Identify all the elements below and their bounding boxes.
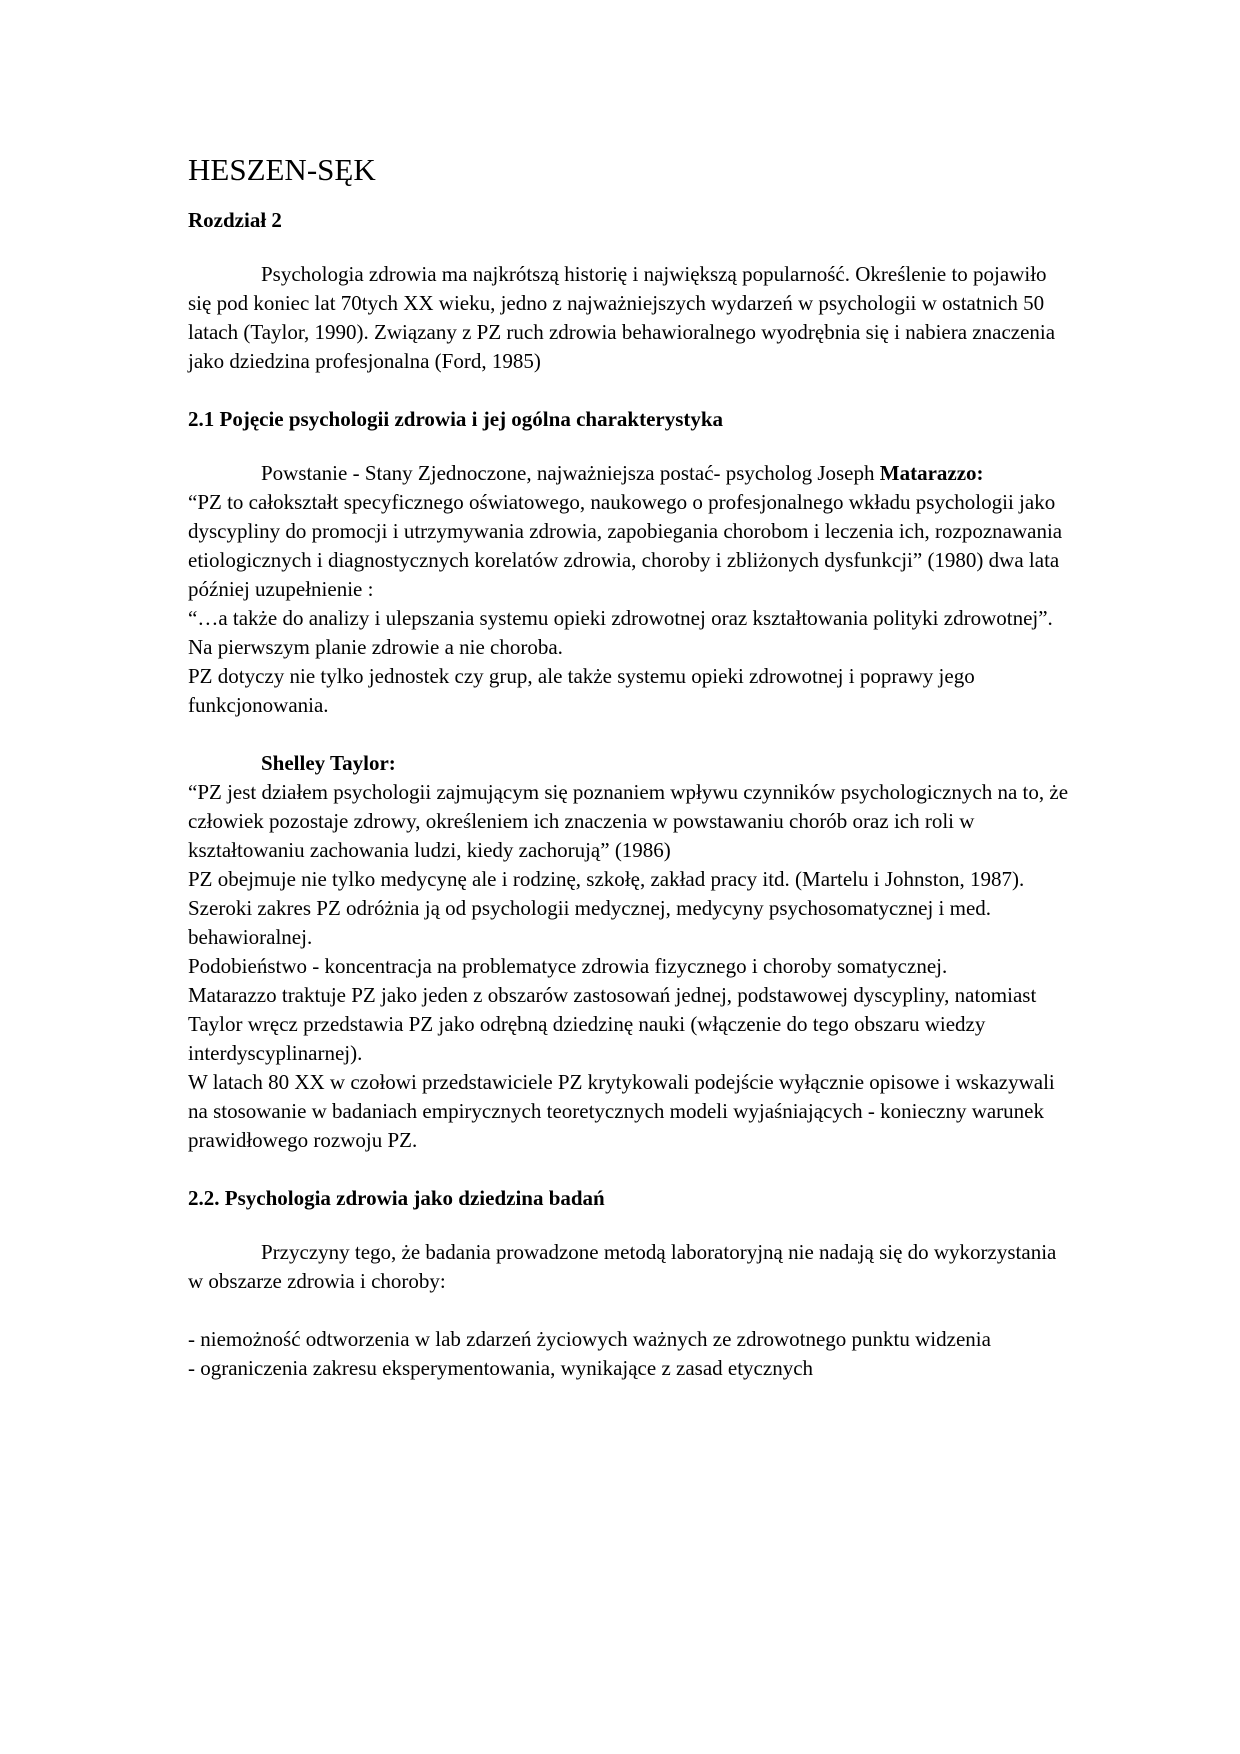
health-first-paragraph: Na pierwszym planie zdrowie a nie choroba.: [188, 635, 563, 659]
matarazzo-addition: “…a także do analizy i ulepszania systemu opieki zdrowotnej oraz kształtowania polityki zdrowotnej”.: [188, 606, 1053, 630]
section-1-heading: 2.1 Pojęcie psychologii zdrowia i jej ogólna charakterystyka: [188, 407, 724, 431]
spacer: [188, 434, 1068, 459]
taylor-heading: [188, 749, 1068, 778]
list-item: - niemożność odtworzenia w lab zdarzeń życiowych ważnych ze zdrowotnego punktu widzenia: [188, 1327, 991, 1351]
similarity-paragraph: Podobieństwo - koncentracja na problematyce zdrowia fizycznego i choroby somatycznej.: [188, 954, 948, 978]
includes-paragraph: PZ obejmuje nie tylko medycynę ale i rodzinę, szkołę, zakład pracy itd. (Martelu i Johnston, 1987).: [188, 867, 1025, 891]
origin-text: Powstanie - Stany Zjednoczone, najważniejsza postać- psycholog Joseph: [261, 461, 875, 485]
spacer: [188, 235, 1068, 260]
origin-paragraph: [188, 459, 1068, 488]
document-title: HESZEN-SĘK: [188, 152, 376, 187]
reasons-intro-paragraph: Przyczyny tego, że badania prowadzone metodą laboratoryjną nie nadają się do wykorzystania w obszarze zdrowia i choroby:: [188, 1240, 1057, 1293]
scope-paragraph: PZ dotyczy nie tylko jednostek czy grup, ale także systemu opieki zdrowotnej i poprawy jego funkcjonowania.: [188, 664, 975, 717]
comparison-paragraph: Matarazzo traktuje PZ jako jeden z obszarów zastosowań jednej, podstawowej dyscypliny, natomiast Taylor wręcz przedstawia PZ jako odrębną dziedzinę nauki (włączenie do tego obszaru wiedzy interdyscyplinarnej).: [188, 983, 1037, 1065]
intro-paragraph: Psychologia zdrowia ma najkrótszą historię i największą popularność. Określenie to pojawiło się pod koniec lat 70tych XX wieku, jedno z najważniejszych wydarzeń w psychologii w ostatnich 50 latach (Taylor, 1990). Związany z PZ ruch zdrowia behawioralnego wyodrębnia się i nabiera znaczenia jako dziedzina profesjonalna (Ford, 1985): [188, 262, 1056, 373]
section-2-heading: 2.2. Psychologia zdrowia jako dziedzina badań: [188, 1186, 605, 1210]
spacer: [188, 720, 1068, 749]
spacer: [188, 376, 1068, 405]
matarazzo-definition: “PZ to całokształt specyficznego oświatowego, naukowego o profesjonalnego wkładu psychologii jako dyscypliny do promocji i utrzymywania zdrowia, zapobiegania chorobom i leczenia ich, rozpoznawania etiologicznych i diagnostycznych korelatów zdrowia, choroby i zbliżonych dysfunkcji” (1980) dwa lata później uzupełnienie :: [188, 490, 1063, 601]
taylor-name: Shelley Taylor:: [261, 751, 396, 775]
origin-name: Matarazzo:: [879, 461, 984, 485]
spacer: [188, 1296, 1068, 1325]
spacer: [188, 1155, 1068, 1184]
chapter-heading: Rozdział 2: [188, 208, 282, 232]
broad-scope-paragraph: Szeroki zakres PZ odróżnia ją od psychologii medycznej, medycyny psychosomatycznej i med. behawioralnej.: [188, 896, 992, 949]
taylor-definition: “PZ jest działem psychologii zajmującym się poznaniem wpływu czynników psychologicznych na to, że człowiek pozostaje zdrowy, określeniem ich znaczenia w powstawaniu chorób oraz ich roli w kształtowaniu zachowania ludzi, kiedy zachorują” (1986): [188, 780, 1069, 862]
list-item: - ograniczenia zakresu eksperymentowania, wynikające z zasad etycznych: [188, 1356, 814, 1380]
eighties-paragraph: W latach 80 XX w czołowi przedstawiciele PZ krytykowali podejście wyłącznie opisowe i wskazywali na stosowanie w badaniach empirycznych teoretycznych modeli wyjaśniających - konieczny warunek prawidłowego rozwoju PZ.: [188, 1070, 1055, 1152]
spacer: [188, 1213, 1068, 1238]
document-page: [188, 150, 1068, 1383]
